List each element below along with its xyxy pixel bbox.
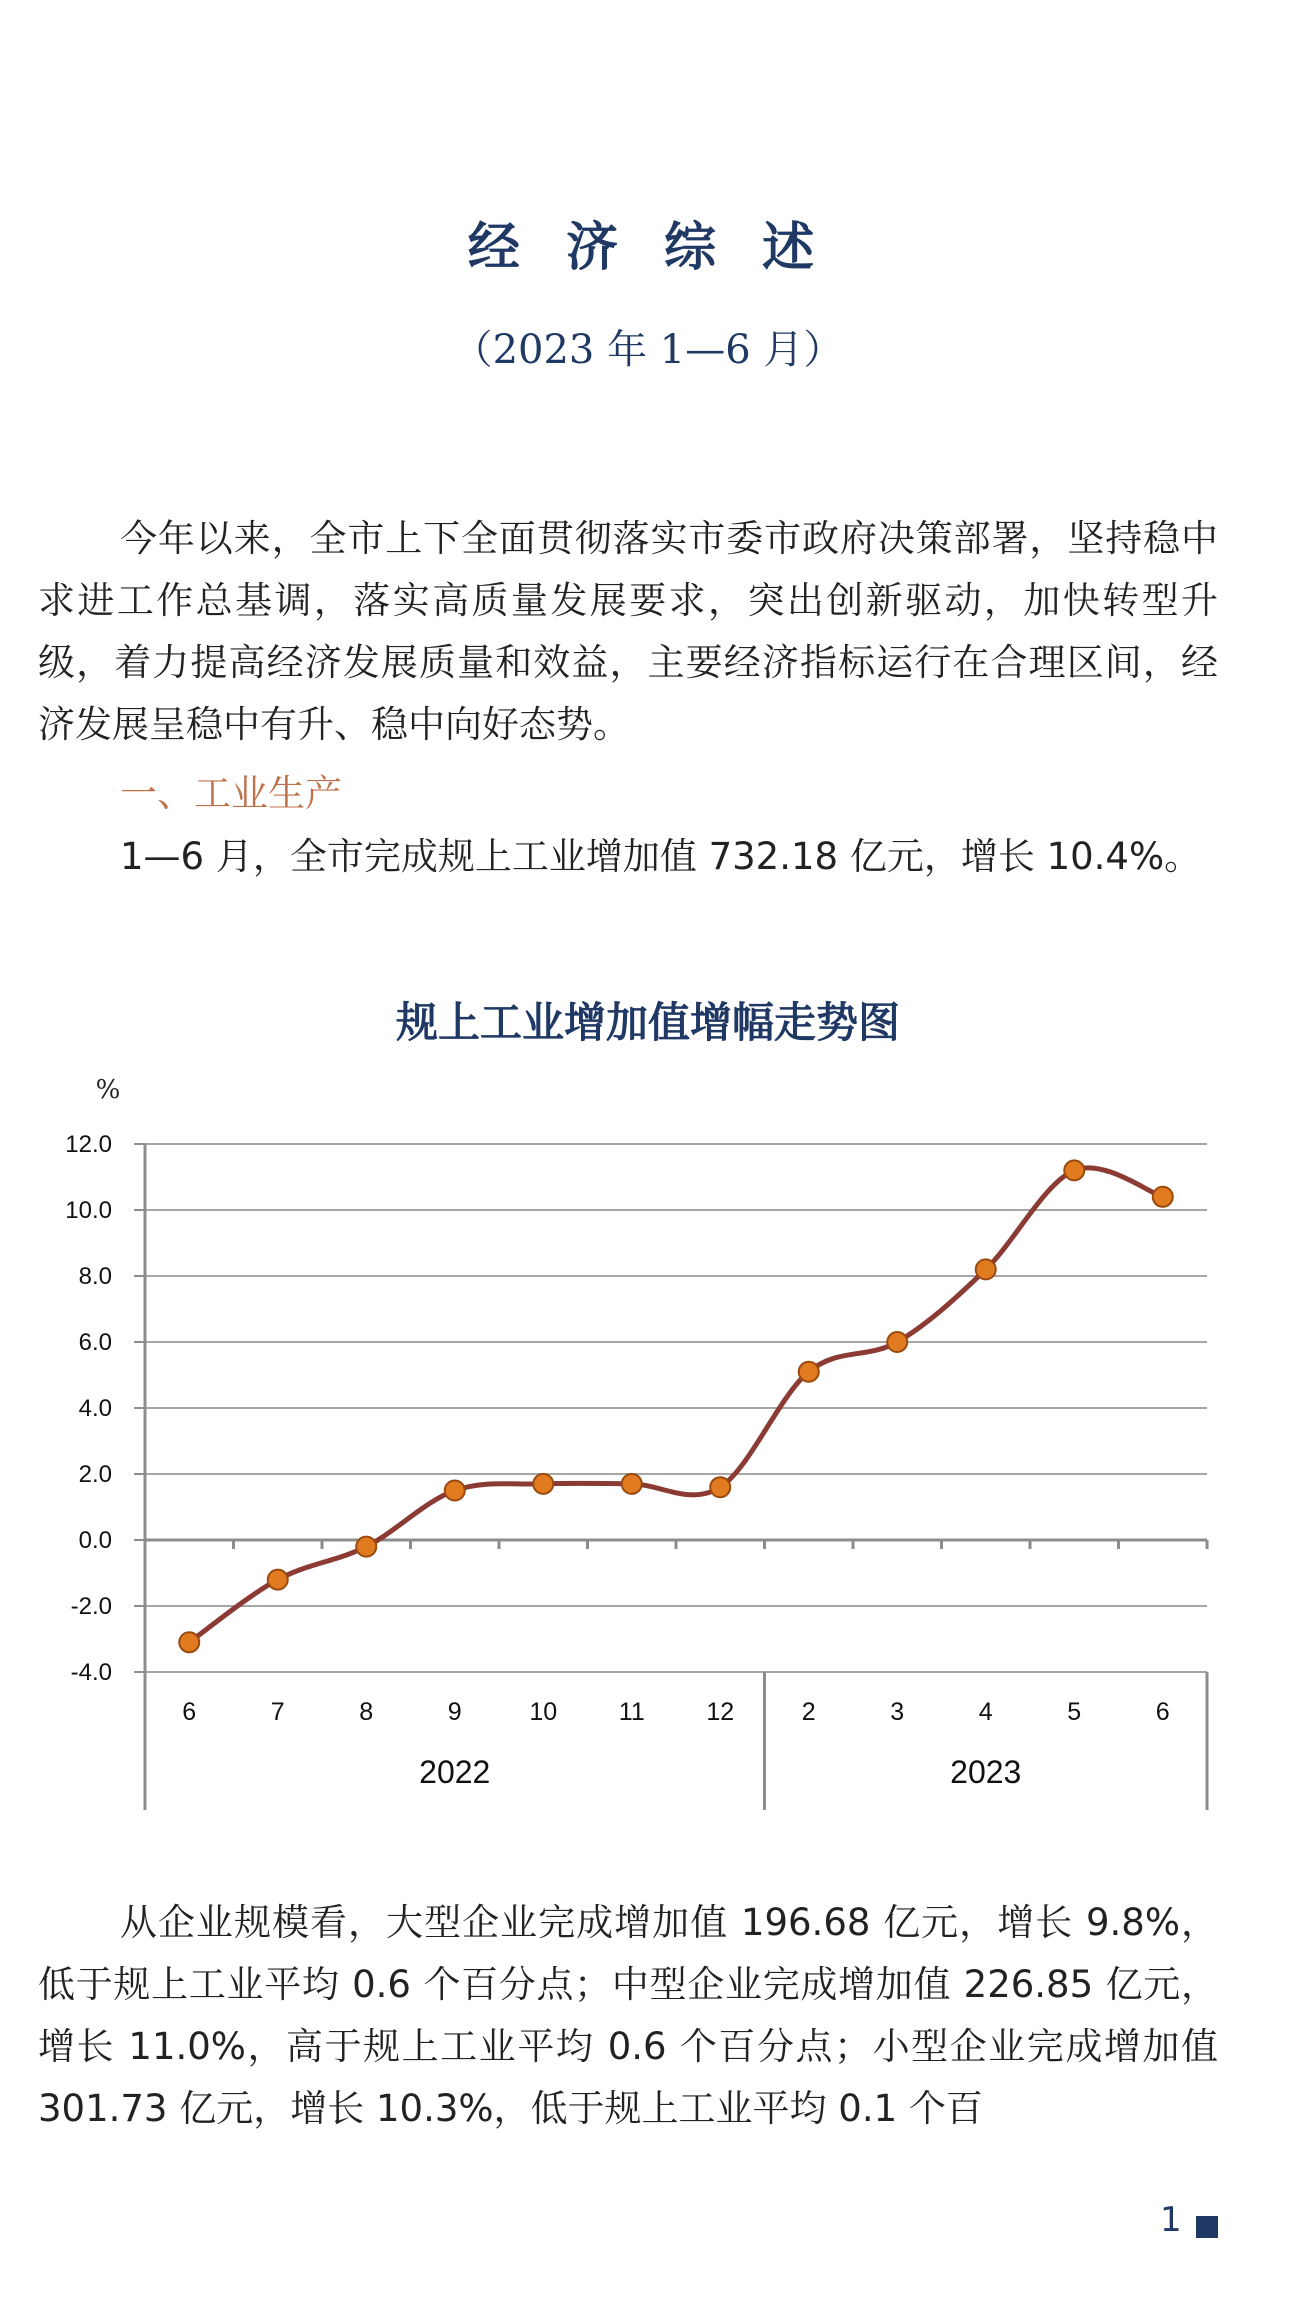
y-tick-label: 4.0 [78, 1395, 112, 1422]
body-paragraph: 从企业规模看，大型企业完成增加值 196.68 亿元，增长 9.8%，低于规上工业平均 0.6 个百分点；中型企业完成增加值 226.85 亿元，增长 11.0%，高于规上工业平均 0.6 个百分点；小型企业完成增加值 301.73 亿元，增长 10.3%，低于规上工业平均 0.1 个百 [38, 1901, 1218, 2130]
data-point [710, 1477, 730, 1497]
page-number: 1 [1160, 2200, 1182, 2240]
data-point [268, 1570, 288, 1590]
intro-paragraph: 今年以来，全市上下全面贯彻落实市委市政府决策部署，坚持稳中求进工作总基调，落实高质量发展要求，突出创新驱动，加快转型升级，着力提高经济发展质量和效益，主要经济指标运行在合理区间，经济发展呈稳中有升、稳中向好态势。 [38, 517, 1218, 746]
series-line [189, 1168, 1163, 1642]
x-group-label: 2023 [950, 1754, 1022, 1790]
data-point [445, 1481, 465, 1501]
data-point [1064, 1160, 1084, 1180]
page-title: 经 济 综 述 [467, 218, 829, 278]
x-tick-label: 11 [618, 1698, 645, 1726]
chart-title: 规上工业增加值增幅走势图 [395, 998, 900, 1047]
x-tick-label: 4 [978, 1698, 993, 1726]
data-point [179, 1632, 199, 1652]
y-axis-unit-label: % [95, 1075, 121, 1105]
y-tick-label: 0.0 [78, 1527, 112, 1554]
line-chart [0, 1060, 1296, 1820]
x-tick-label: 7 [270, 1698, 285, 1726]
y-tick-label: 12.0 [65, 1131, 112, 1158]
data-point [976, 1259, 996, 1279]
section-heading: 一、工业生产 [120, 772, 342, 815]
data-point [799, 1362, 819, 1382]
x-tick-label: 6 [182, 1698, 197, 1726]
x-tick-label: 6 [1155, 1698, 1170, 1726]
x-tick-label: 9 [447, 1698, 462, 1726]
y-tick-label: 2.0 [78, 1461, 112, 1488]
y-tick-label: 8.0 [78, 1263, 112, 1290]
data-point [622, 1474, 642, 1494]
data-point [887, 1332, 907, 1352]
data-point [1153, 1187, 1173, 1207]
y-tick-label: -4.0 [70, 1659, 112, 1686]
x-tick-label: 3 [890, 1698, 905, 1726]
data-point [533, 1474, 553, 1494]
y-tick-label: 6.0 [78, 1329, 112, 1356]
page-marker-square [1196, 2216, 1218, 2238]
x-tick-label: 12 [706, 1698, 735, 1726]
x-tick-label: 2 [801, 1698, 816, 1726]
x-group-label: 2022 [419, 1754, 491, 1790]
data-point [356, 1537, 376, 1557]
page-subtitle: （2023 年 1—6 月） [452, 327, 844, 373]
y-tick-label: 10.0 [65, 1197, 112, 1224]
x-tick-label: 5 [1067, 1698, 1082, 1726]
y-tick-label: -2.0 [70, 1593, 112, 1620]
x-tick-label: 8 [359, 1698, 374, 1726]
x-tick-label: 10 [529, 1698, 558, 1726]
section-paragraph: 1—6 月，全市完成规上工业增加值 732.18 亿元，增长 10.4%。 [120, 835, 1202, 878]
